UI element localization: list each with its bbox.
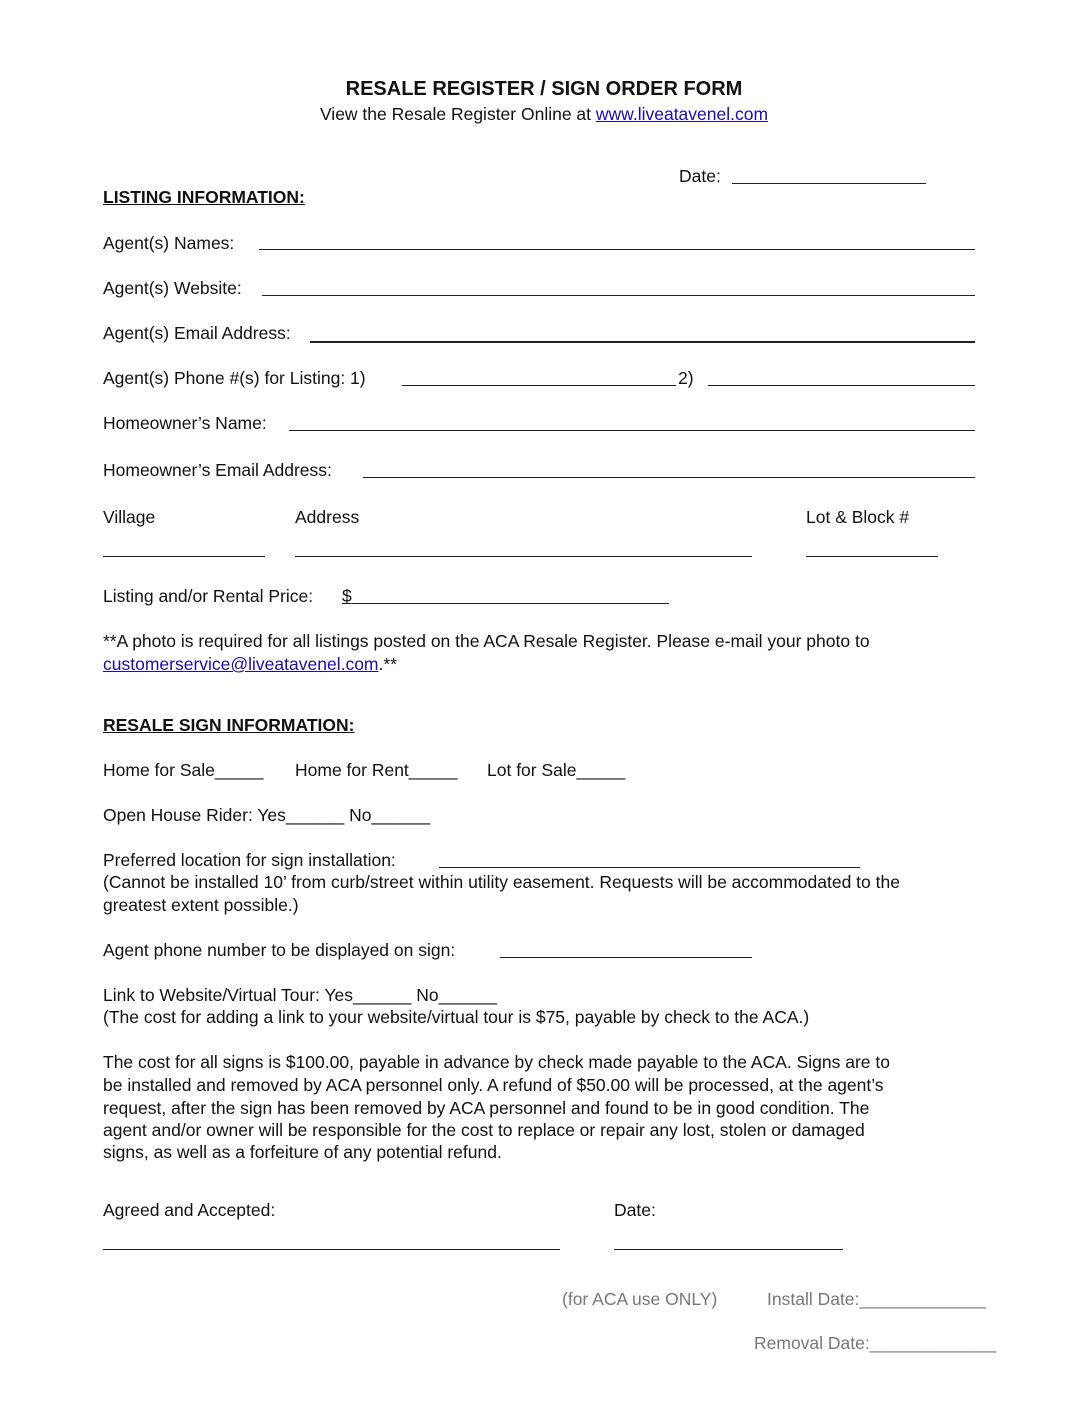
village-label: Village — [103, 507, 156, 527]
village-field[interactable] — [103, 556, 265, 557]
price-symbol: $ — [342, 586, 352, 606]
phone-display-field[interactable] — [500, 957, 752, 958]
agent-phone-2-field[interactable] — [708, 385, 975, 386]
agent-names-field[interactable] — [259, 249, 975, 250]
homeowner-name-field[interactable] — [289, 430, 975, 431]
agent-email-field[interactable] — [310, 341, 975, 343]
photo-note-line1: **A photo is required for all listings posted on the ACA Resale Register. Please e-mail your photo to — [103, 631, 870, 651]
price-label: Listing and/or Rental Price: — [103, 586, 314, 606]
agent-phone-2-label: 2) — [678, 368, 694, 388]
preferred-location-field[interactable] — [439, 867, 860, 868]
date-field[interactable] — [732, 183, 926, 184]
sign-heading: RESALE SIGN INFORMATION: — [103, 715, 355, 735]
homeowner-email-field[interactable] — [363, 477, 975, 478]
cost-paragraph-line1: The cost for all signs is $100.00, payable in advance by check made payable to the ACA. Signs are to — [103, 1052, 890, 1072]
agent-phone-1-field[interactable] — [402, 385, 676, 386]
location-note-line2: greatest extent possible.) — [103, 895, 299, 915]
open-house-rider[interactable]: Open House Rider: Yes______ No______ — [103, 805, 430, 825]
cost-paragraph-line4: agent and/or owner will be responsible for the cost to replace or repair any lost, stolen or damaged — [103, 1120, 865, 1140]
listing-heading: LISTING INFORMATION: — [103, 187, 305, 207]
homeowner-email-label: Homeowner’s Email Address: — [103, 460, 332, 480]
lot-block-field[interactable] — [806, 556, 938, 557]
agreement-date-field[interactable] — [614, 1249, 843, 1250]
agent-phone-label: Agent(s) Phone #(s) for Listing: 1) — [103, 368, 366, 388]
photo-note-line2 — [103, 653, 397, 675]
date-label: Date: — [679, 166, 721, 186]
lot-block-label: Lot & Block # — [806, 507, 910, 527]
phone-display-label: Agent phone number to be displayed on sign: — [103, 940, 456, 960]
website-link[interactable]: www.liveatavenel.com — [595, 104, 769, 124]
agent-names-label: Agent(s) Names: — [103, 233, 235, 253]
price-field[interactable] — [352, 603, 669, 604]
customer-service-email-link[interactable]: customerservice@liveatavenel.com — [103, 654, 379, 674]
agreement-date-label: Date: — [614, 1200, 656, 1220]
install-date-field[interactable]: Install Date:_____________ — [767, 1289, 986, 1309]
address-label: Address — [295, 507, 360, 527]
preferred-location-label: Preferred location for sign installation: — [103, 850, 396, 870]
aca-use-label: (for ACA use ONLY) — [562, 1289, 718, 1309]
address-field[interactable] — [295, 556, 752, 557]
agent-email-label: Agent(s) Email Address: — [103, 323, 291, 343]
form-title: RESALE REGISTER / SIGN ORDER FORM — [345, 78, 743, 100]
form-subtitle — [0, 104, 1088, 125]
lot-for-sale-option[interactable]: Lot for Sale_____ — [487, 760, 626, 780]
agreed-accepted-label: Agreed and Accepted: — [103, 1200, 276, 1220]
link-tour-option[interactable]: Link to Website/Virtual Tour: Yes______ No______ — [103, 985, 498, 1005]
cost-paragraph-line3: request, after the sign has been removed by ACA personnel and found to be in good condition. The — [103, 1098, 870, 1118]
cost-paragraph-line2: be installed and removed by ACA personnel only. A refund of $50.00 will be processed, at the agent’s — [103, 1075, 884, 1095]
location-note-line1: (Cannot be installed 10’ from curb/street within utility easement. Requests will be accommodated to the — [103, 872, 900, 892]
agent-website-field[interactable] — [262, 295, 975, 296]
photo-note-suffix: .** — [378, 654, 397, 674]
home-for-sale-option[interactable]: Home for Sale_____ — [103, 760, 264, 780]
home-for-rent-option[interactable]: Home for Rent_____ — [295, 760, 458, 780]
subtitle-text: View the Resale Register Online at — [319, 104, 596, 124]
removal-date-field[interactable]: Removal Date:_____________ — [754, 1333, 997, 1353]
link-cost-note: (The cost for adding a link to your website/virtual tour is $75, payable by check to the ACA.) — [103, 1007, 810, 1027]
agent-website-label: Agent(s) Website: — [103, 278, 242, 298]
cost-paragraph-line5: signs, as well as a forfeiture of any potential refund. — [103, 1142, 502, 1162]
signature-field[interactable] — [103, 1249, 560, 1250]
homeowner-name-label: Homeowner’s Name: — [103, 413, 267, 433]
